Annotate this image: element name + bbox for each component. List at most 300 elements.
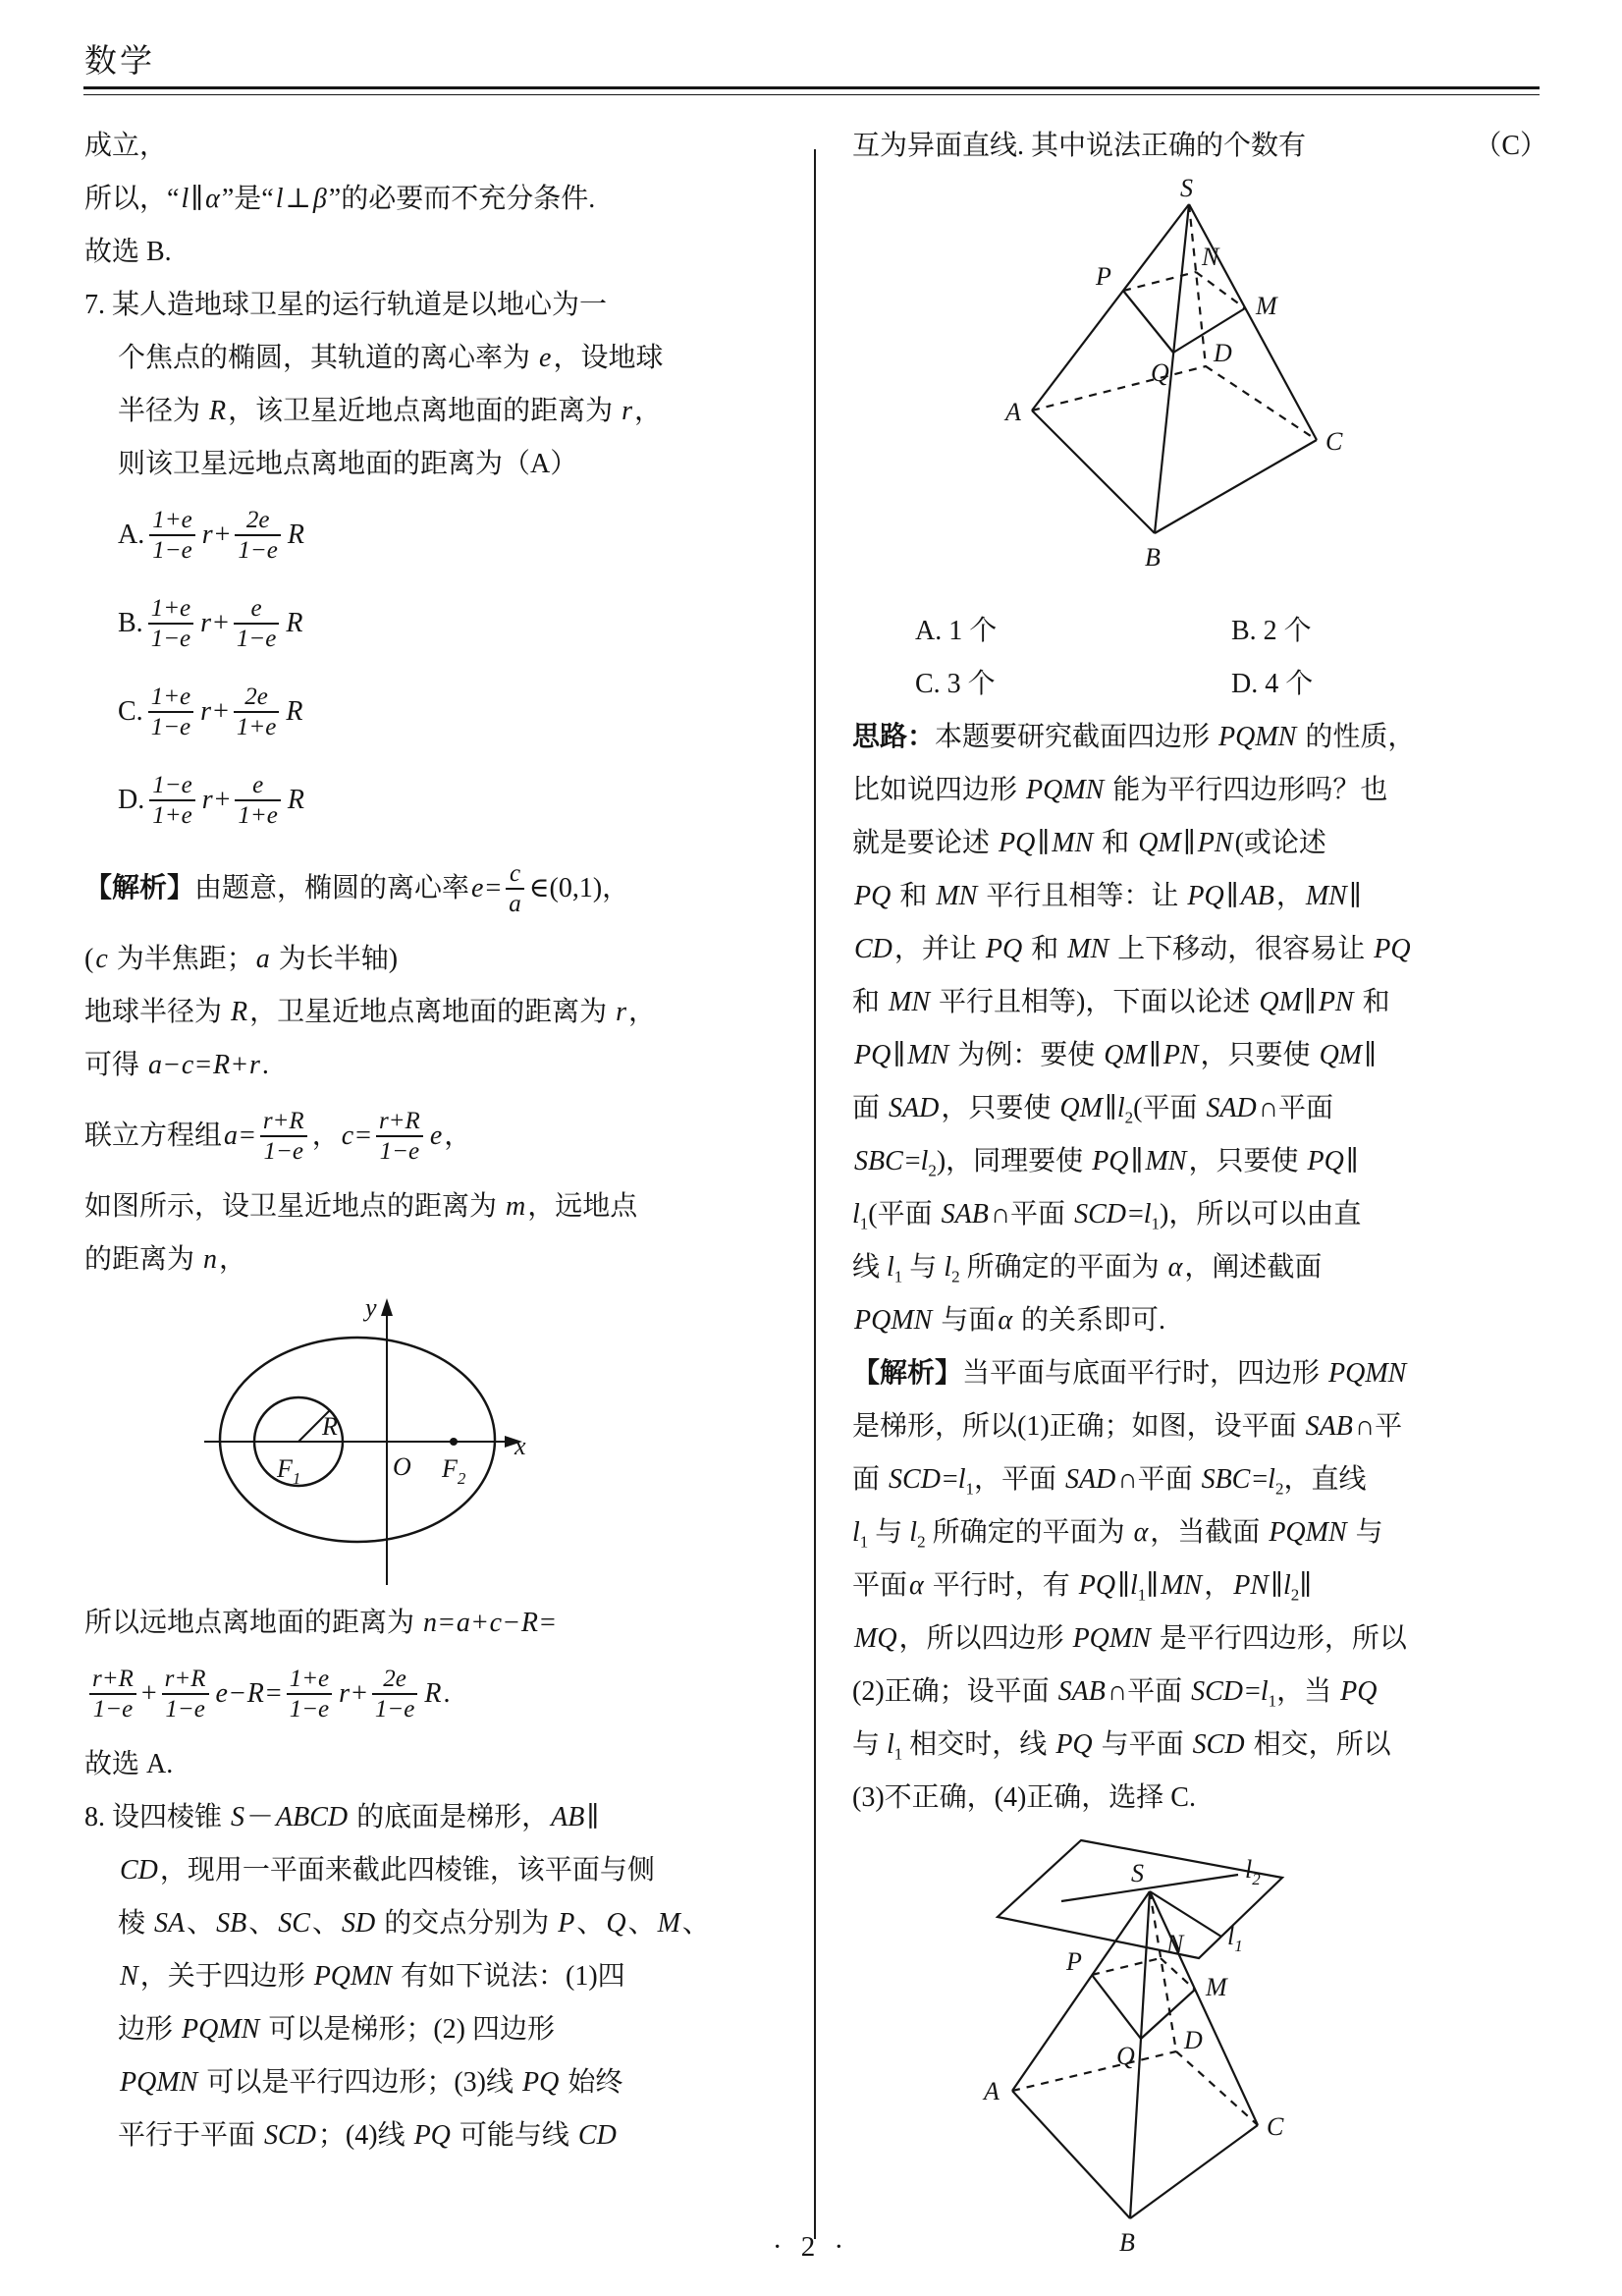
math-subscript: $l_2$ bbox=[920, 1146, 937, 1180]
text-line bbox=[84, 226, 554, 279]
text-run: = bbox=[1245, 1676, 1261, 1707]
point-N-label: N bbox=[1202, 243, 1219, 271]
bold-label: 【解析】 bbox=[84, 873, 195, 903]
fraction: $\frac{1+e}{1-e}$ bbox=[148, 594, 193, 653]
text-run: 的关系即可. bbox=[1014, 1305, 1166, 1336]
fraction: $\frac{2e}{1-e}$ bbox=[372, 1665, 417, 1723]
point-P-label: P bbox=[1066, 1947, 1082, 1976]
option-cell bbox=[1231, 658, 1547, 711]
math-text: SAB bbox=[1057, 1676, 1106, 1707]
text-run: ”是“ bbox=[221, 184, 274, 214]
text-run: 为半焦距； bbox=[109, 944, 254, 974]
math-text: SB bbox=[216, 1908, 247, 1939]
text-run: ，卫星近地点离地面的距离为 bbox=[249, 997, 615, 1027]
math-text: MN bbox=[1305, 881, 1347, 911]
text-run: 可以是平行四边形；(3)线 bbox=[199, 2067, 520, 2098]
math-text: SD bbox=[341, 1908, 376, 1939]
math-text: a bbox=[224, 1121, 239, 1151]
text-line bbox=[852, 923, 1547, 976]
text-run: A. bbox=[118, 519, 145, 550]
text-run: 面 bbox=[852, 1093, 888, 1123]
fraction: $\frac{1+e}{1-e}$ bbox=[149, 506, 194, 565]
text-run: 成立， bbox=[84, 131, 168, 161]
line-left bbox=[852, 120, 1306, 173]
text-line bbox=[852, 1029, 1547, 1082]
math-text: CD bbox=[854, 934, 892, 964]
text-run: 个焦点的椭圆，其轨道的离心率为 bbox=[118, 343, 538, 373]
text-run: 平面 bbox=[852, 1570, 908, 1601]
text-line bbox=[84, 1650, 554, 1738]
math-subscript: $l_1$ bbox=[1130, 1570, 1147, 1605]
text-line bbox=[84, 1597, 554, 1650]
math-text: β bbox=[312, 184, 327, 214]
text-run: D. 4 个 bbox=[1231, 669, 1314, 699]
text-run: ，只要使 bbox=[1188, 1146, 1306, 1176]
text-line bbox=[84, 120, 554, 173]
point-Q-label: Q bbox=[1116, 2042, 1135, 2070]
math-text: c bbox=[341, 1121, 354, 1151]
text-run: (平面 bbox=[1133, 1093, 1205, 1123]
math-text: R bbox=[286, 608, 303, 638]
math-text: PQ bbox=[999, 828, 1036, 858]
text-run: ∥ bbox=[1148, 1040, 1162, 1070]
text-line bbox=[852, 1666, 1547, 1719]
text-run: 本题要研究截面四边形 bbox=[935, 722, 1217, 752]
text-run: 有如下说法：(1)四 bbox=[394, 1961, 625, 1992]
answer-letter bbox=[1474, 120, 1547, 173]
text-run: 是平行四边形，所以 bbox=[1152, 1623, 1407, 1654]
text-line bbox=[84, 1233, 554, 1286]
text-run: 是梯形，所以(1)正确；如图，设平面 bbox=[852, 1411, 1304, 1442]
math-text: r bbox=[616, 997, 627, 1027]
bold-label: 思路： bbox=[852, 722, 936, 752]
text-line bbox=[852, 1241, 1547, 1294]
math-text: R bbox=[286, 696, 303, 727]
math-text: α bbox=[1167, 1252, 1183, 1283]
text-run: ”的必要而不充分条件. bbox=[328, 184, 596, 214]
math-text: QM bbox=[1319, 1040, 1363, 1070]
text-run: + bbox=[351, 1678, 367, 1709]
math-subscript: $l_1$ bbox=[887, 1729, 903, 1764]
math-text: r bbox=[622, 396, 633, 426]
text-run: ∥ bbox=[190, 184, 204, 214]
text-run: ∩平面 bbox=[1117, 1464, 1200, 1495]
text-line bbox=[852, 1135, 1547, 1188]
text-run: = bbox=[904, 1146, 921, 1176]
math-text: a bbox=[456, 1608, 470, 1638]
text-run: )，同理要使 bbox=[936, 1146, 1091, 1176]
math-text: c bbox=[95, 944, 108, 974]
text-run: 可得 bbox=[84, 1050, 147, 1080]
math-subscript: $l_2$ bbox=[1116, 1093, 1134, 1127]
line-l2-label: $l_2$ bbox=[1245, 1855, 1261, 1888]
fraction: $\frac{1-e}{1+e}$ bbox=[149, 771, 194, 830]
math-text: PN bbox=[1162, 1040, 1199, 1070]
math-text: MN bbox=[1161, 1570, 1203, 1601]
math-text: PN bbox=[1318, 987, 1354, 1017]
math-subscript: $l_2$ bbox=[944, 1252, 960, 1286]
math-text: r bbox=[201, 785, 213, 815]
math-text: e bbox=[429, 1121, 443, 1151]
text-run: ∥ bbox=[1299, 1570, 1313, 1601]
text-run: 所以，“ bbox=[84, 184, 180, 214]
text-line bbox=[84, 756, 554, 845]
math-text: PQMN bbox=[313, 1961, 393, 1992]
math-text: PQ bbox=[1078, 1570, 1116, 1601]
text-run: (平面 bbox=[868, 1199, 940, 1230]
math-text: MN bbox=[1067, 934, 1109, 964]
math-text: PQMN bbox=[182, 2014, 260, 2045]
text-run: 上下移动，很容易让 bbox=[1110, 934, 1373, 964]
text-line bbox=[84, 2109, 617, 2162]
text-run: ∥ bbox=[1348, 881, 1362, 911]
text-run: 半径为 bbox=[118, 396, 208, 426]
math-text: r bbox=[339, 1678, 351, 1709]
text-run: ，所以四边形 bbox=[898, 1623, 1071, 1654]
text-run: ⊥ bbox=[285, 184, 311, 214]
text-run: ∥ bbox=[1345, 1146, 1359, 1176]
fraction: $\frac{e}{1+e}$ bbox=[235, 771, 280, 830]
text-line bbox=[84, 491, 554, 579]
text-line bbox=[852, 120, 1547, 173]
point-A-label: A bbox=[984, 2077, 1000, 2105]
text-run: )，所以可以由直 bbox=[1160, 1199, 1362, 1230]
fraction: $\frac{2e}{1-e}$ bbox=[235, 506, 280, 565]
text-line bbox=[84, 2056, 623, 2109]
point-D-label: D bbox=[1184, 2026, 1203, 2054]
text-line bbox=[84, 579, 554, 668]
math-text: PQ bbox=[1340, 1676, 1378, 1707]
text-run: + bbox=[214, 519, 231, 550]
text-run: ， bbox=[1275, 881, 1304, 911]
text-run: 平行且相等：让 bbox=[979, 881, 1186, 911]
text-run: ， bbox=[219, 1244, 247, 1275]
math-text: PQMN bbox=[120, 2067, 198, 2098]
text-run: （C） bbox=[1474, 131, 1547, 161]
text-run: + bbox=[471, 1608, 488, 1638]
text-line bbox=[852, 1453, 1547, 1506]
text-run: 所确定的平面为 bbox=[925, 1517, 1132, 1548]
text-run: 可能与线 bbox=[452, 2120, 576, 2151]
text-run: ( bbox=[84, 944, 94, 974]
y-axis-arrow bbox=[381, 1298, 393, 1316]
text-run: = bbox=[485, 873, 502, 903]
text-run: ，直线 bbox=[1283, 1464, 1367, 1495]
text-line bbox=[852, 976, 1547, 1029]
text-run: ∩平面 bbox=[1258, 1093, 1334, 1123]
text-run: 和 bbox=[1355, 987, 1390, 1017]
text-run: D. bbox=[118, 785, 145, 815]
text-run: + bbox=[213, 608, 229, 638]
math-text: ABCD bbox=[276, 1802, 349, 1832]
math-text: l bbox=[275, 184, 284, 214]
text-run: 和 bbox=[892, 881, 935, 911]
text-line bbox=[84, 845, 630, 933]
text-run: 的底面是梯形， bbox=[350, 1802, 550, 1832]
figure-pyramid-plane-alpha bbox=[958, 1831, 1547, 2282]
text-run: 可以是梯形；(2) 四边形 bbox=[261, 2014, 555, 2045]
math-text: PQMN bbox=[1026, 775, 1105, 805]
math-text: SAB bbox=[1305, 1411, 1353, 1442]
math-text: SC bbox=[278, 1908, 310, 1939]
math-text: CD bbox=[120, 1855, 158, 1886]
text-run: − bbox=[504, 1608, 519, 1638]
text-run: ，平面 bbox=[974, 1464, 1064, 1495]
text-run: + bbox=[232, 1050, 247, 1080]
math-text: MQ bbox=[854, 1623, 897, 1654]
text-run: 为长半轴) bbox=[271, 944, 399, 974]
options-row bbox=[852, 605, 1547, 658]
fraction: $\frac{1+e}{1-e}$ bbox=[287, 1665, 332, 1723]
math-text: e bbox=[215, 1678, 228, 1709]
text-run: . bbox=[261, 1050, 269, 1080]
math-subscript: $l_1$ bbox=[852, 1199, 869, 1233]
text-run: B. 2 个 bbox=[1231, 616, 1312, 646]
vertex-S-label: S bbox=[1131, 1859, 1144, 1887]
math-text: R bbox=[287, 519, 304, 550]
text-run: C. bbox=[118, 696, 143, 727]
math-subscript: $l_1$ bbox=[1143, 1199, 1161, 1233]
math-text: m bbox=[506, 1191, 526, 1222]
text-line bbox=[84, 1897, 710, 1950]
math-text: R bbox=[213, 1050, 231, 1080]
text-run: ， bbox=[634, 396, 663, 426]
text-run: 与面 bbox=[934, 1305, 997, 1336]
math-text: SCD bbox=[1074, 1199, 1126, 1230]
focus2-dot bbox=[450, 1438, 458, 1446]
text-line bbox=[852, 1294, 1547, 1347]
text-line bbox=[852, 817, 1547, 870]
text-run: = bbox=[1252, 1464, 1269, 1495]
text-run: B. bbox=[118, 608, 143, 638]
text-run: ∥ bbox=[1037, 828, 1051, 858]
text-line bbox=[84, 1738, 554, 1791]
text-run: 边形 bbox=[118, 2014, 181, 2045]
vertex-S-label: S bbox=[1180, 175, 1193, 202]
text-run: 相交，所以 bbox=[1246, 1729, 1391, 1760]
text-run: = bbox=[265, 1678, 282, 1709]
math-text: α bbox=[909, 1570, 924, 1601]
text-run: (或论述 bbox=[1234, 828, 1326, 858]
math-text: PQMN bbox=[1218, 722, 1297, 752]
math-text: SBC bbox=[1201, 1464, 1251, 1495]
text-line bbox=[84, 438, 578, 491]
text-line bbox=[84, 173, 596, 226]
text-run: ∥ bbox=[1303, 987, 1317, 1017]
text-run: 故选 A. bbox=[84, 1749, 174, 1779]
text-run: ，关于四边形 bbox=[139, 1961, 312, 1992]
text-line bbox=[852, 1613, 1547, 1666]
text-line bbox=[84, 1844, 655, 1897]
math-subscript: $l_1$ bbox=[957, 1464, 974, 1499]
math-text: n bbox=[423, 1608, 438, 1638]
option-cell bbox=[915, 658, 1231, 711]
text-run: 平行且相等)，下面以论述 bbox=[932, 987, 1258, 1017]
text-run: 所确定的平面为 bbox=[959, 1252, 1166, 1283]
text-run: （A） bbox=[503, 449, 578, 479]
math-text: SA bbox=[154, 1908, 186, 1939]
option-cell bbox=[915, 605, 1231, 658]
text-run: ，只要使 bbox=[1200, 1040, 1318, 1070]
text-run: 棱 bbox=[118, 1908, 153, 1939]
text-run: − bbox=[164, 1050, 180, 1080]
text-run: = bbox=[942, 1464, 958, 1495]
math-text: PQ bbox=[1055, 1729, 1093, 1760]
text-run: 就是要论述 bbox=[852, 828, 998, 858]
text-run: ∥ bbox=[1225, 881, 1239, 911]
math-text: PQMN bbox=[1072, 1623, 1151, 1654]
text-run: 、 bbox=[187, 1908, 215, 1939]
math-text: MN bbox=[889, 987, 931, 1017]
text-run: 如图所示，设卫星近地点的距离为 bbox=[84, 1191, 505, 1222]
point-B-label: B bbox=[1119, 2228, 1135, 2257]
text-run: 地球半径为 bbox=[84, 997, 230, 1027]
text-run: 相交时，线 bbox=[902, 1729, 1054, 1760]
text-run: 所以远地点离地面的距离为 bbox=[84, 1608, 422, 1638]
fraction: $\frac{r+R}{1-e}$ bbox=[376, 1107, 423, 1166]
text-line bbox=[852, 1400, 1547, 1453]
text-run: 、 bbox=[627, 1908, 656, 1939]
fraction: $\frac{1+e}{1-e}$ bbox=[148, 683, 193, 741]
math-text: a bbox=[255, 944, 270, 974]
math-text: c bbox=[489, 1608, 503, 1638]
fraction: $\frac{c}{a}$ bbox=[506, 859, 524, 918]
text-run: (2)正确；设平面 bbox=[852, 1676, 1056, 1707]
focus2-label: $F_2$ bbox=[442, 1454, 466, 1488]
math-text: S bbox=[231, 1802, 245, 1832]
options-row bbox=[852, 658, 1547, 711]
text-line bbox=[852, 764, 1547, 817]
fraction: $\frac{r+R}{1-e}$ bbox=[260, 1107, 307, 1166]
text-run: 和 bbox=[1095, 828, 1137, 858]
y-axis-label: y bbox=[365, 1294, 377, 1322]
text-line bbox=[84, 933, 554, 986]
math-text: QM bbox=[1259, 987, 1302, 1017]
math-text: MN bbox=[1145, 1146, 1187, 1176]
math-text: Q bbox=[606, 1908, 626, 1939]
text-run: 、 bbox=[681, 1908, 710, 1939]
text-run: ∥ bbox=[1146, 1570, 1160, 1601]
math-text: AB bbox=[1240, 881, 1274, 911]
text-run: C. 3 个 bbox=[915, 669, 996, 699]
math-text: PQ bbox=[1307, 1146, 1344, 1176]
math-text: PN bbox=[1233, 1570, 1270, 1601]
math-text: N bbox=[120, 1961, 138, 1992]
text-run: ；(4)线 bbox=[317, 2120, 412, 2151]
origin-label: O bbox=[393, 1452, 411, 1481]
point-Q-label: Q bbox=[1151, 358, 1169, 387]
math-text: PQ bbox=[854, 881, 892, 911]
math-text: SCD bbox=[1191, 1676, 1244, 1707]
math-text: α bbox=[205, 184, 220, 214]
figure-pyramid-section bbox=[978, 175, 1547, 603]
focus1-label: $F_1$ bbox=[277, 1454, 301, 1488]
figure-ellipse-orbit bbox=[198, 1294, 554, 1589]
text-line bbox=[852, 1506, 1547, 1559]
text-line bbox=[852, 1772, 1547, 1825]
text-run: 故选 B. bbox=[84, 237, 172, 267]
math-text: l bbox=[181, 184, 189, 214]
text-line bbox=[84, 1791, 600, 1844]
text-run: ∈(0,1)， bbox=[528, 873, 630, 903]
text-line bbox=[84, 668, 554, 756]
line-left bbox=[118, 438, 503, 491]
text-run: 和 bbox=[1024, 934, 1066, 964]
text-run: ∥ bbox=[1271, 1570, 1283, 1601]
math-text: QM bbox=[1104, 1040, 1147, 1070]
text-run: 平行时，有 bbox=[925, 1570, 1077, 1601]
text-run: 平行于平面 bbox=[118, 2120, 263, 2151]
text-run: ，该卫星近地点离地面的距离为 bbox=[228, 396, 621, 426]
text-run: 与 bbox=[1348, 1517, 1383, 1548]
text-run: . bbox=[443, 1678, 451, 1709]
text-run: ， bbox=[1204, 1570, 1232, 1601]
math-text: SCD bbox=[264, 2120, 316, 2151]
fraction: $\frac{e}{1-e}$ bbox=[234, 594, 279, 653]
text-run: ∥ bbox=[1182, 828, 1196, 858]
math-text: a bbox=[148, 1050, 163, 1080]
fraction: $\frac{2e}{1+e}$ bbox=[234, 683, 279, 741]
text-run: 与平面 bbox=[1094, 1729, 1191, 1760]
ellipse-orbit-drawing bbox=[198, 1294, 536, 1589]
math-text: CD bbox=[577, 2120, 617, 2151]
text-run: 7. 某人造地球卫星的运行轨道是以地心为一 bbox=[84, 290, 608, 320]
text-run: ，阐述截面 bbox=[1184, 1252, 1323, 1283]
text-run: 的性质， bbox=[1298, 722, 1416, 752]
math-text: PQ bbox=[985, 934, 1023, 964]
text-run: 当平面与底面平行时，四边形 bbox=[962, 1358, 1327, 1389]
math-text: r bbox=[200, 696, 212, 727]
math-text: PQ bbox=[854, 1040, 892, 1070]
header-rule bbox=[83, 86, 1540, 95]
math-text: R bbox=[520, 1608, 538, 1638]
math-text: SAD bbox=[889, 1093, 940, 1123]
text-line bbox=[84, 385, 663, 438]
math-text: r bbox=[248, 1050, 260, 1080]
math-text: SAB bbox=[941, 1199, 989, 1230]
math-subscript: $l_1$ bbox=[887, 1252, 903, 1286]
text-line bbox=[852, 1082, 1547, 1135]
text-run: 和 bbox=[852, 987, 888, 1017]
text-run: ， bbox=[311, 1121, 340, 1151]
text-run: (3)不正确，(4)正确，选择 C. bbox=[852, 1782, 1196, 1813]
pyramid1-drawing bbox=[978, 175, 1351, 603]
math-text: PQMN bbox=[1328, 1358, 1407, 1389]
text-run: ∩平 bbox=[1354, 1411, 1403, 1442]
left-column bbox=[84, 120, 710, 2162]
math-text: MN bbox=[1052, 828, 1094, 858]
text-run: 联立方程组 bbox=[84, 1121, 223, 1151]
right-column bbox=[852, 120, 1547, 2282]
math-text: SAD bbox=[1206, 1093, 1257, 1123]
math-text: α bbox=[998, 1305, 1013, 1336]
text-run: = bbox=[240, 1121, 255, 1151]
text-run: ∥ bbox=[586, 1802, 600, 1832]
text-run: 、 bbox=[576, 1908, 605, 1939]
text-run: ， bbox=[444, 1121, 472, 1151]
math-text: PQ bbox=[1092, 1146, 1129, 1176]
pyramid2-drawing bbox=[958, 1831, 1351, 2282]
text-run: ∥ bbox=[892, 1040, 906, 1070]
text-run: 比如说四边形 bbox=[852, 775, 1025, 805]
text-line bbox=[84, 1039, 554, 1092]
math-text: SAD bbox=[1065, 1464, 1116, 1495]
option-cell bbox=[1231, 605, 1547, 658]
text-run: 与 bbox=[902, 1252, 945, 1283]
math-text: PQ bbox=[1374, 934, 1411, 964]
point-A-label: A bbox=[1005, 398, 1021, 426]
fraction: $\frac{r+R}{1-e}$ bbox=[162, 1665, 209, 1723]
